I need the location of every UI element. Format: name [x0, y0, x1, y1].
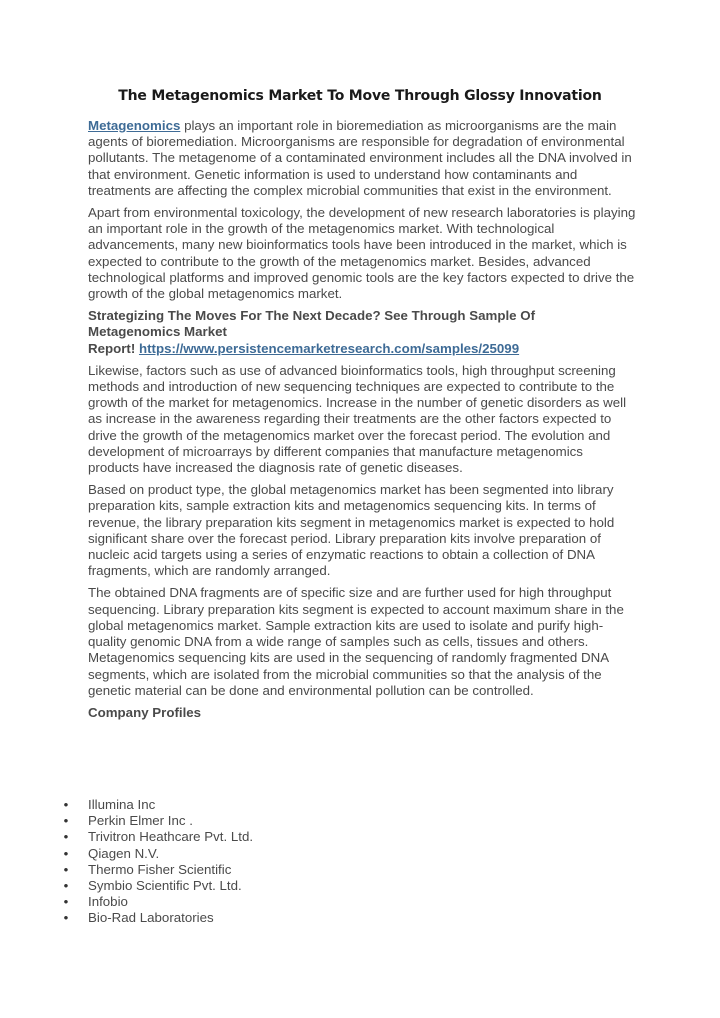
metagenomics-link[interactable]: Metagenomics [88, 118, 181, 133]
company-list-item [0, 846, 720, 862]
company-name: Illumina Inc [88, 797, 156, 812]
bullet-icon: • [63, 894, 69, 910]
paragraph-intro [88, 118, 636, 199]
company-list-item [0, 894, 720, 910]
paragraph-factors: Likewise, factors such as use of advanced bioinformatics tools, high throughput screening methods and introduction of new sequencing techniques are expected to contribute to the growth of the market for metagenomics. Increase in the number of genetic disorders as well as increase in the awareness regarding their treatments are the other factors expected to drive the growth of the metagenomics market over the forecast period. The evolution and development of microarrays by different companies that manufacture metagenomics products have increased the diagnosis rate of genetic diseases. [88, 362, 627, 476]
company-list-item [0, 862, 720, 878]
company-name: Bio-Rad Laboratories [88, 910, 214, 926]
company-name: Symbio Scientific Pvt. Ltd. [88, 877, 242, 893]
bullet-icon: • [63, 877, 69, 893]
bullet-icon: • [63, 910, 69, 926]
company-list-item [0, 910, 720, 926]
sample-report-link[interactable]: https://www.persistencemarketresearch.com/samples/25099 [138, 340, 520, 356]
company-list [0, 797, 720, 927]
company-name: Qiagen N.V. [88, 845, 160, 861]
sample-cta-line1: Strategizing The Moves For The Next Decade? See Through Sample Of [88, 308, 536, 324]
company-profiles-heading: Company Profiles [88, 704, 202, 720]
sample-cta-prefix: Report! [88, 340, 139, 356]
bullet-icon: • [63, 797, 69, 812]
company-name: Thermo Fisher Scientific [88, 861, 232, 877]
document-title: The Metagenomics Market To Move Through Glossy Innovation [118, 88, 602, 104]
sample-cta [88, 308, 636, 357]
document-body [88, 118, 636, 727]
sample-cta-line2: Metagenomics Market [88, 324, 227, 340]
company-name: Infobio [88, 894, 128, 910]
company-list-item [0, 829, 720, 845]
company-name: Perkin Elmer Inc . [88, 813, 193, 829]
paragraph-dna-fragments: The obtained DNA fragments are of specific size and are further used for high throughput sequencing. Library preparation kits segment is expected to account maximum share in the global metagenomics market. Sample extraction kits are used to isolate and purify high-quality genomic DNA from a wide range of samples such as cells, tissues and others. Metagenomics sequencing kits are used in the sequencing of randomly fragmented DNA segments, which are isolated from the microbial communities so that the analysis of the genetic material can be done and environmental pollution can be controlled. [88, 585, 624, 698]
company-list-item [0, 797, 720, 813]
company-list-item [0, 878, 720, 894]
paragraph-toxicology: Apart from environmental toxicology, the development of new research laboratories is playing an important role in the growth of the metagenomics market. With technological advancements, many new bioinformatics tools have been introduced in the market, which is expected to contribute to the growth of the metagenomics market. Besides, advanced technological platforms and improved genomic tools are the key factors expected to drive the growth of the global metagenomics market. [88, 205, 636, 302]
company-name: Trivitron Heathcare Pvt. Ltd. [88, 829, 254, 845]
paragraph-intro-text: plays an important role in bioremediation as microorganisms are the main agents of bioremediation. Microorganisms are responsible for degradation of environmental pollutants. The metagenome of a contaminated environment includes all the DNA involved in that environment. Genetic information is used to understand how contaminants and treatments are affecting the complex microbial communities that exist in the environment. [88, 118, 632, 198]
paragraph-product-type: Based on product type, the global metagenomics market has been segmented into library preparation kits, sample extraction kits and metagenomics sequencing kits. In terms of revenue, the library preparation kits segment in metagenomics market is expected to hold significant share over the forecast period. Library preparation kits involve preparation of nucleic acid targets using a series of enzymatic reactions to obtain a collection of DNA fragments, which are randomly arranged. [88, 482, 615, 579]
bullet-icon: • [63, 813, 69, 829]
company-list-item [0, 813, 720, 829]
bullet-icon: • [63, 845, 69, 861]
bullet-icon: • [63, 861, 69, 877]
bullet-icon: • [63, 829, 69, 845]
